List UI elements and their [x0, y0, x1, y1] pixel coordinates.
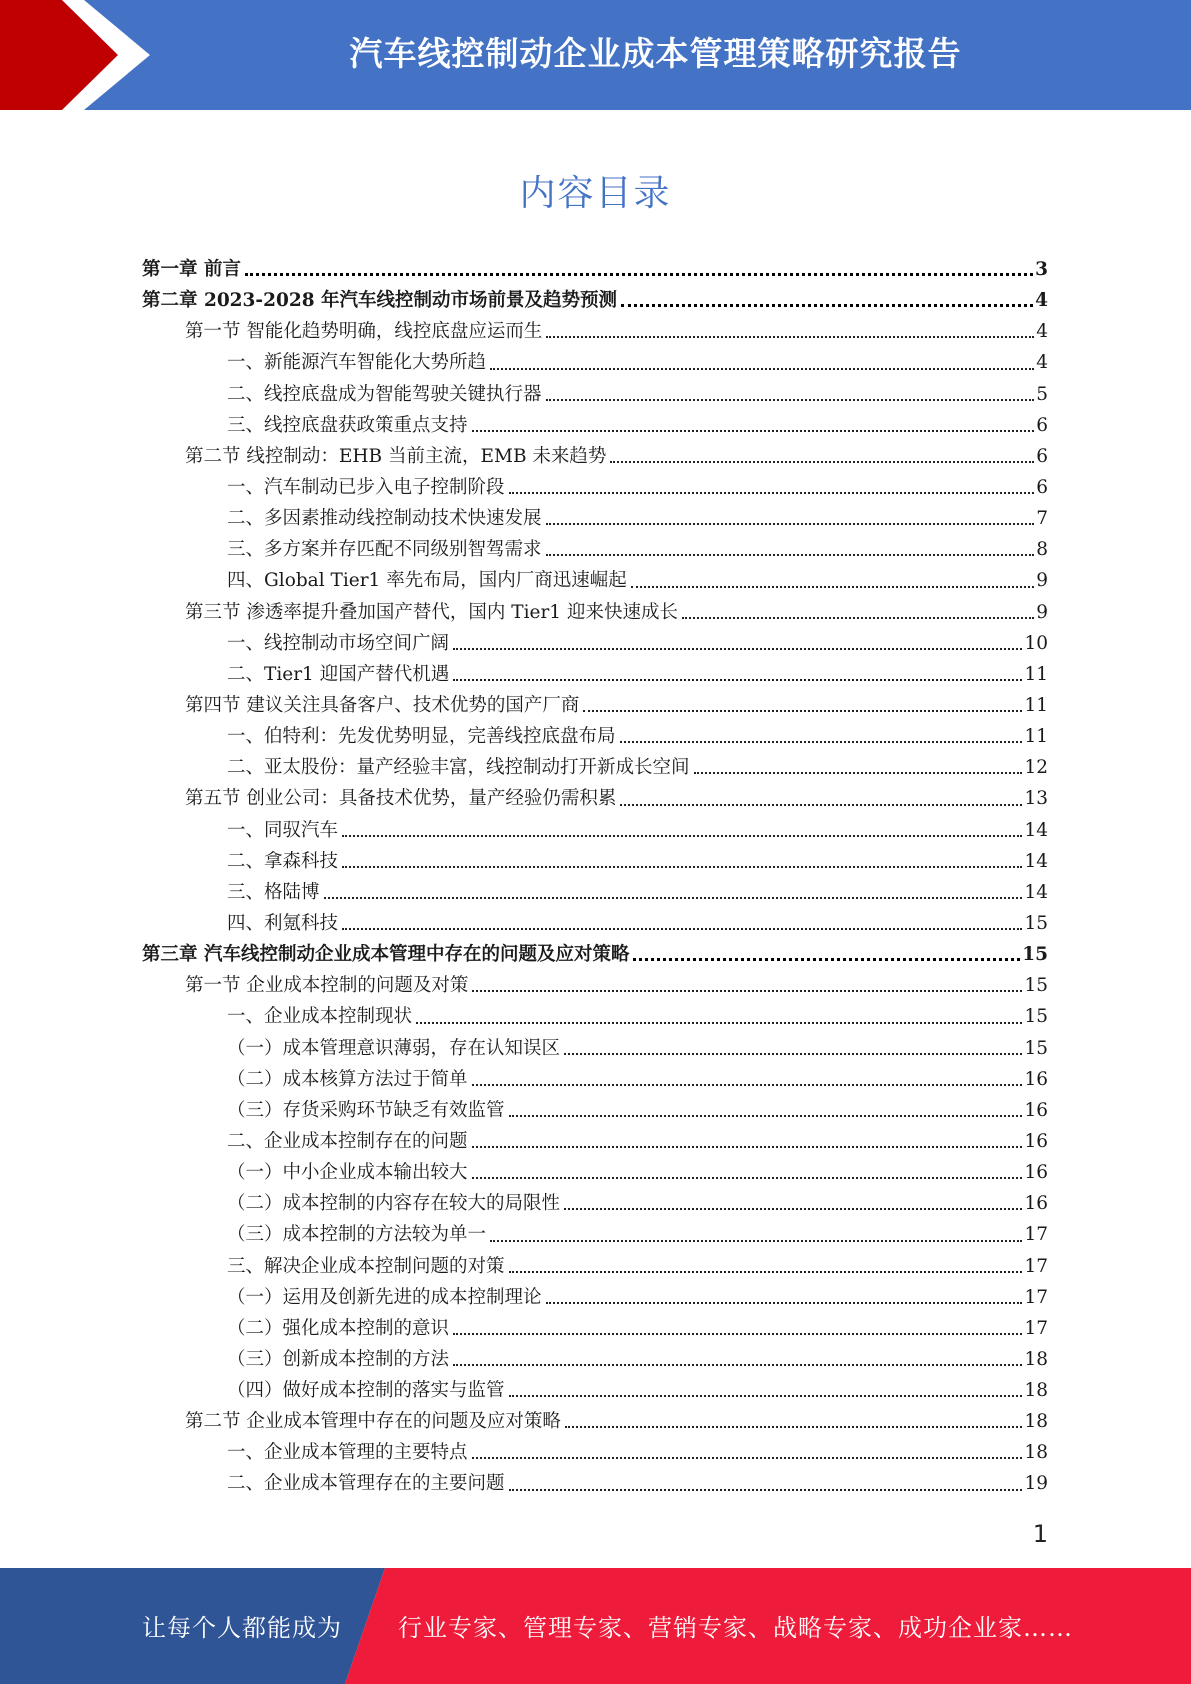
toc-entry-page: 17	[1024, 1317, 1048, 1339]
toc-leader-dots	[342, 925, 1022, 930]
toc-entry-label: 第一节 智能化趋势明确，线控底盘应运而生	[185, 321, 543, 343]
toc-leader-dots	[509, 1112, 1023, 1117]
toc-entry-page: 17	[1024, 1224, 1048, 1246]
toc-entry[interactable]	[142, 1375, 1048, 1406]
toc-entry[interactable]	[142, 410, 1048, 441]
toc-entry[interactable]	[142, 285, 1048, 316]
toc-entry[interactable]	[142, 877, 1048, 908]
toc-leader-dots	[620, 738, 1023, 743]
toc-entry-page: 14	[1024, 850, 1048, 872]
toc-entry[interactable]	[142, 1188, 1048, 1219]
toc-leader-dots	[621, 301, 1033, 307]
toc-entry-label: 第二节 企业成本管理中存在的问题及应对策略	[185, 1411, 561, 1433]
toc-leader-dots	[416, 1019, 1022, 1024]
toc-entry-page: 12	[1024, 757, 1048, 779]
toc-entry-page: 16	[1024, 1099, 1048, 1121]
toc-entry[interactable]	[142, 1095, 1048, 1126]
toc-entry-label: 三、格陆博	[227, 881, 320, 903]
toc-entry-page: 15	[1024, 1037, 1048, 1059]
toc-entry-label: 二、企业成本控制存在的问题	[227, 1130, 468, 1152]
toc-entry-page: 18	[1024, 1380, 1048, 1402]
toc-entry-label: （二）成本核算方法过于简单	[227, 1068, 468, 1090]
toc-leader-dots	[694, 769, 1023, 774]
toc-entry-label: 二、企业成本管理存在的主要问题	[227, 1473, 505, 1495]
toc-leader-dots	[509, 1392, 1023, 1397]
toc-leader-dots	[490, 365, 1034, 370]
toc-entry-label: 第五节 创业公司：具备技术优势，量产经验仍需积累	[185, 788, 617, 810]
toc-leader-dots	[682, 614, 1034, 619]
toc-entry-page: 17	[1024, 1255, 1048, 1277]
toc-entry[interactable]	[142, 1282, 1048, 1313]
toc-leader-dots	[453, 676, 1022, 681]
toc-leader-dots	[509, 489, 1035, 494]
toc-leader-dots	[583, 707, 1022, 712]
toc-entry-page: 4	[1036, 352, 1048, 374]
toc-entry[interactable]	[142, 1313, 1048, 1344]
toc-entry-label: 第二章 2023-2028 年汽车线控制动市场前景及趋势预测	[142, 290, 618, 312]
toc-entry[interactable]	[142, 1468, 1048, 1499]
report-title: 汽车线控制动企业成本管理策略研究报告	[349, 34, 962, 73]
toc-leader-dots	[509, 1486, 1023, 1491]
toc-entry-page: 4	[1036, 321, 1048, 343]
toc-leader-dots	[453, 1361, 1022, 1366]
toc-entry-label: 二、亚太股份：量产经验丰富，线控制动打开新成长空间	[227, 757, 690, 779]
toc-entry-page: 4	[1035, 290, 1048, 312]
toc-entry-page: 15	[1022, 944, 1048, 966]
toc-leader-dots	[509, 1268, 1023, 1273]
toc-entry-label: 二、拿森科技	[227, 850, 339, 872]
toc-entry[interactable]	[142, 628, 1048, 659]
toc-leader-dots	[546, 333, 1034, 338]
toc-entry[interactable]	[142, 597, 1048, 628]
toc-entry[interactable]	[142, 1064, 1048, 1095]
toc-leader-dots	[453, 645, 1022, 650]
toc-leader-dots	[472, 1454, 1023, 1459]
toc-entry[interactable]	[142, 534, 1048, 565]
toc-entry[interactable]	[142, 970, 1048, 1001]
toc-entry-label: （三）创新成本控制的方法	[227, 1348, 450, 1370]
toc-entry[interactable]	[142, 939, 1048, 970]
toc-entry-page: 10	[1024, 632, 1048, 654]
toc-entry[interactable]	[142, 1437, 1048, 1468]
toc-entry-page: 19	[1024, 1473, 1048, 1495]
toc-entry-label: 三、多方案并存匹配不同级别智驾需求	[227, 539, 542, 561]
toc-entry-label: （三）成本控制的方法较为单一	[227, 1224, 487, 1246]
report-header-banner	[0, 0, 1191, 110]
toc-entry-page: 14	[1024, 881, 1048, 903]
toc-entry-label: 第四节 建议关注具备客户、技术优势的国产厂商	[185, 694, 580, 716]
toc-entry-page: 16	[1024, 1130, 1048, 1152]
toc-entry-label: 四、Global Tier1 率先布局，国内厂商迅速崛起	[227, 570, 627, 592]
toc-entry-label: 一、线控制动市场空间广阔	[227, 632, 450, 654]
toc-entry[interactable]	[142, 316, 1048, 347]
toc-entry-page: 6	[1036, 445, 1048, 467]
toc-leader-dots	[546, 551, 1035, 556]
toc-entry-label: 二、线控底盘成为智能驾驶关键执行器	[227, 383, 542, 405]
toc-leader-dots	[472, 1081, 1023, 1086]
toc-leader-dots	[610, 458, 1034, 463]
toc-entry[interactable]	[142, 1001, 1048, 1032]
page-number: 1	[1032, 1520, 1048, 1548]
toc-entry-page: 9	[1036, 601, 1048, 623]
toc-entry[interactable]	[142, 752, 1048, 783]
toc-entry-page: 16	[1024, 1193, 1048, 1215]
toc-leader-dots	[490, 1237, 1022, 1242]
toc-entry[interactable]	[142, 1157, 1048, 1188]
toc-entry-page: 11	[1024, 663, 1048, 685]
footer-banner	[0, 1568, 1191, 1684]
toc-entry-page: 8	[1036, 539, 1048, 561]
toc-entry[interactable]	[142, 659, 1048, 690]
toc-entry[interactable]	[142, 1033, 1048, 1064]
toc-entry-label: 二、多因素推动线控制动技术快速发展	[227, 508, 542, 530]
toc-entry-page: 5	[1036, 383, 1048, 405]
toc-entry-label: 四、利氪科技	[227, 912, 339, 934]
footer-slogan: 让每个人都能成为	[142, 1614, 342, 1642]
toc-entry[interactable]	[142, 503, 1048, 534]
toc-leader-dots	[546, 520, 1035, 525]
toc-entry[interactable]	[142, 721, 1048, 752]
toc-entry[interactable]	[142, 1406, 1048, 1437]
toc-entry[interactable]	[142, 347, 1048, 378]
toc-entry-label: （二）强化成本控制的意识	[227, 1317, 450, 1339]
toc-leader-dots	[324, 894, 1023, 899]
toc-entry-label: （一）运用及创新先进的成本控制理论	[227, 1286, 542, 1308]
toc-entry-page: 13	[1024, 788, 1048, 810]
toc-entry[interactable]	[142, 690, 1048, 721]
toc-leader-dots	[564, 1050, 1022, 1055]
toc-entry-page: 7	[1036, 508, 1048, 530]
toc-entry-page: 16	[1024, 1162, 1048, 1184]
toc-entry-label: （一）成本管理意识薄弱，存在认知误区	[227, 1037, 561, 1059]
toc-leader-dots	[472, 987, 1022, 992]
toc-entry-label: 一、伯特利：先发优势明显，完善线控底盘布局	[227, 726, 616, 748]
chevron-arrow-icon	[0, 0, 160, 110]
toc-entry[interactable]	[142, 1344, 1048, 1375]
toc-entry[interactable]	[142, 1126, 1048, 1157]
toc-entry-label: 第二节 线控制动：EHB 当前主流，EMB 未来趋势	[185, 445, 607, 467]
toc-entry[interactable]	[142, 472, 1048, 503]
toc-leader-dots	[565, 1423, 1023, 1428]
toc-entry-page: 18	[1024, 1442, 1048, 1464]
toc-entry[interactable]	[142, 1219, 1048, 1250]
toc-entry-page: 14	[1024, 819, 1048, 841]
toc-leader-dots	[472, 1143, 1023, 1148]
toc-entry[interactable]	[142, 908, 1048, 939]
toc-entry-page: 16	[1024, 1068, 1048, 1090]
toc-entry[interactable]	[142, 379, 1048, 410]
toc-leader-dots	[453, 1330, 1022, 1335]
toc-entry-label: 一、同驭汽车	[227, 819, 339, 841]
footer-expert-list: 行业专家、管理专家、营销专家、战略专家、成功企业家……	[398, 1614, 1073, 1642]
toc-entry-label: （三）存货采购环节缺乏有效监管	[227, 1099, 505, 1121]
toc-leader-dots	[546, 1299, 1023, 1304]
toc-heading: 内容目录	[519, 173, 672, 214]
toc-entry-page: 3	[1035, 259, 1048, 280]
toc-entry-label: 一、企业成本管理的主要特点	[227, 1442, 468, 1464]
toc-entry-page: 15	[1024, 975, 1048, 997]
toc-entry[interactable]	[142, 254, 1048, 285]
toc-entry-label: 一、企业成本控制现状	[227, 1006, 413, 1028]
toc-leader-dots	[564, 1205, 1022, 1210]
toc-entry-page: 15	[1024, 1006, 1048, 1028]
toc-entry-label: 一、新能源汽车智能化大势所趋	[227, 352, 487, 374]
toc-entry-label: 第一节 企业成本控制的问题及对策	[185, 975, 469, 997]
toc-leader-dots	[546, 396, 1035, 401]
toc-entry-page: 18	[1024, 1348, 1048, 1370]
toc-entry-page: 9	[1036, 570, 1048, 592]
toc-entry-page: 11	[1024, 726, 1048, 748]
toc-entry[interactable]	[142, 783, 1048, 814]
toc-leader-dots	[245, 270, 1033, 276]
toc-entry-page: 6	[1036, 476, 1048, 498]
toc-entry-page: 18	[1024, 1411, 1048, 1433]
toc-entry-page: 6	[1036, 414, 1048, 436]
toc-entry-label: 三、解决企业成本控制问题的对策	[227, 1255, 505, 1277]
toc-leader-dots	[620, 801, 1022, 806]
toc-entry[interactable]	[142, 1251, 1048, 1282]
toc-entry-page: 11	[1024, 694, 1048, 716]
toc-entry-label: 第三章 汽车线控制动企业成本管理中存在的问题及应对策略	[142, 944, 630, 966]
toc-leader-dots	[472, 427, 1035, 432]
toc-leader-dots	[342, 863, 1022, 868]
toc-leader-dots	[633, 955, 1020, 961]
toc-entry[interactable]	[142, 815, 1048, 846]
toc-entry[interactable]	[142, 441, 1048, 472]
toc-entry-page: 17	[1024, 1286, 1048, 1308]
toc-entry-label: 三、线控底盘获政策重点支持	[227, 414, 468, 436]
toc-entry[interactable]	[142, 846, 1048, 877]
toc-entry[interactable]	[142, 565, 1048, 596]
toc-leader-dots	[342, 832, 1022, 837]
table-of-contents	[142, 254, 1048, 1500]
toc-entry-page: 15	[1024, 912, 1048, 934]
toc-entry-label: （二）成本控制的内容存在较大的局限性	[227, 1193, 561, 1215]
toc-entry-label: 二、Tier1 迎国产替代机遇	[227, 663, 450, 685]
toc-entry-label: 第一章 前言	[142, 259, 241, 280]
toc-leader-dots	[472, 1174, 1023, 1179]
toc-entry-label: （四）做好成本控制的落实与监管	[227, 1380, 505, 1402]
toc-entry-label: 第三节 渗透率提升叠加国产替代，国内 Tier1 迎来快速成长	[185, 601, 678, 623]
toc-leader-dots	[631, 583, 1035, 588]
toc-entry-label: 一、汽车制动已步入电子控制阶段	[227, 476, 505, 498]
toc-entry-label: （一）中小企业成本输出较大	[227, 1162, 468, 1184]
